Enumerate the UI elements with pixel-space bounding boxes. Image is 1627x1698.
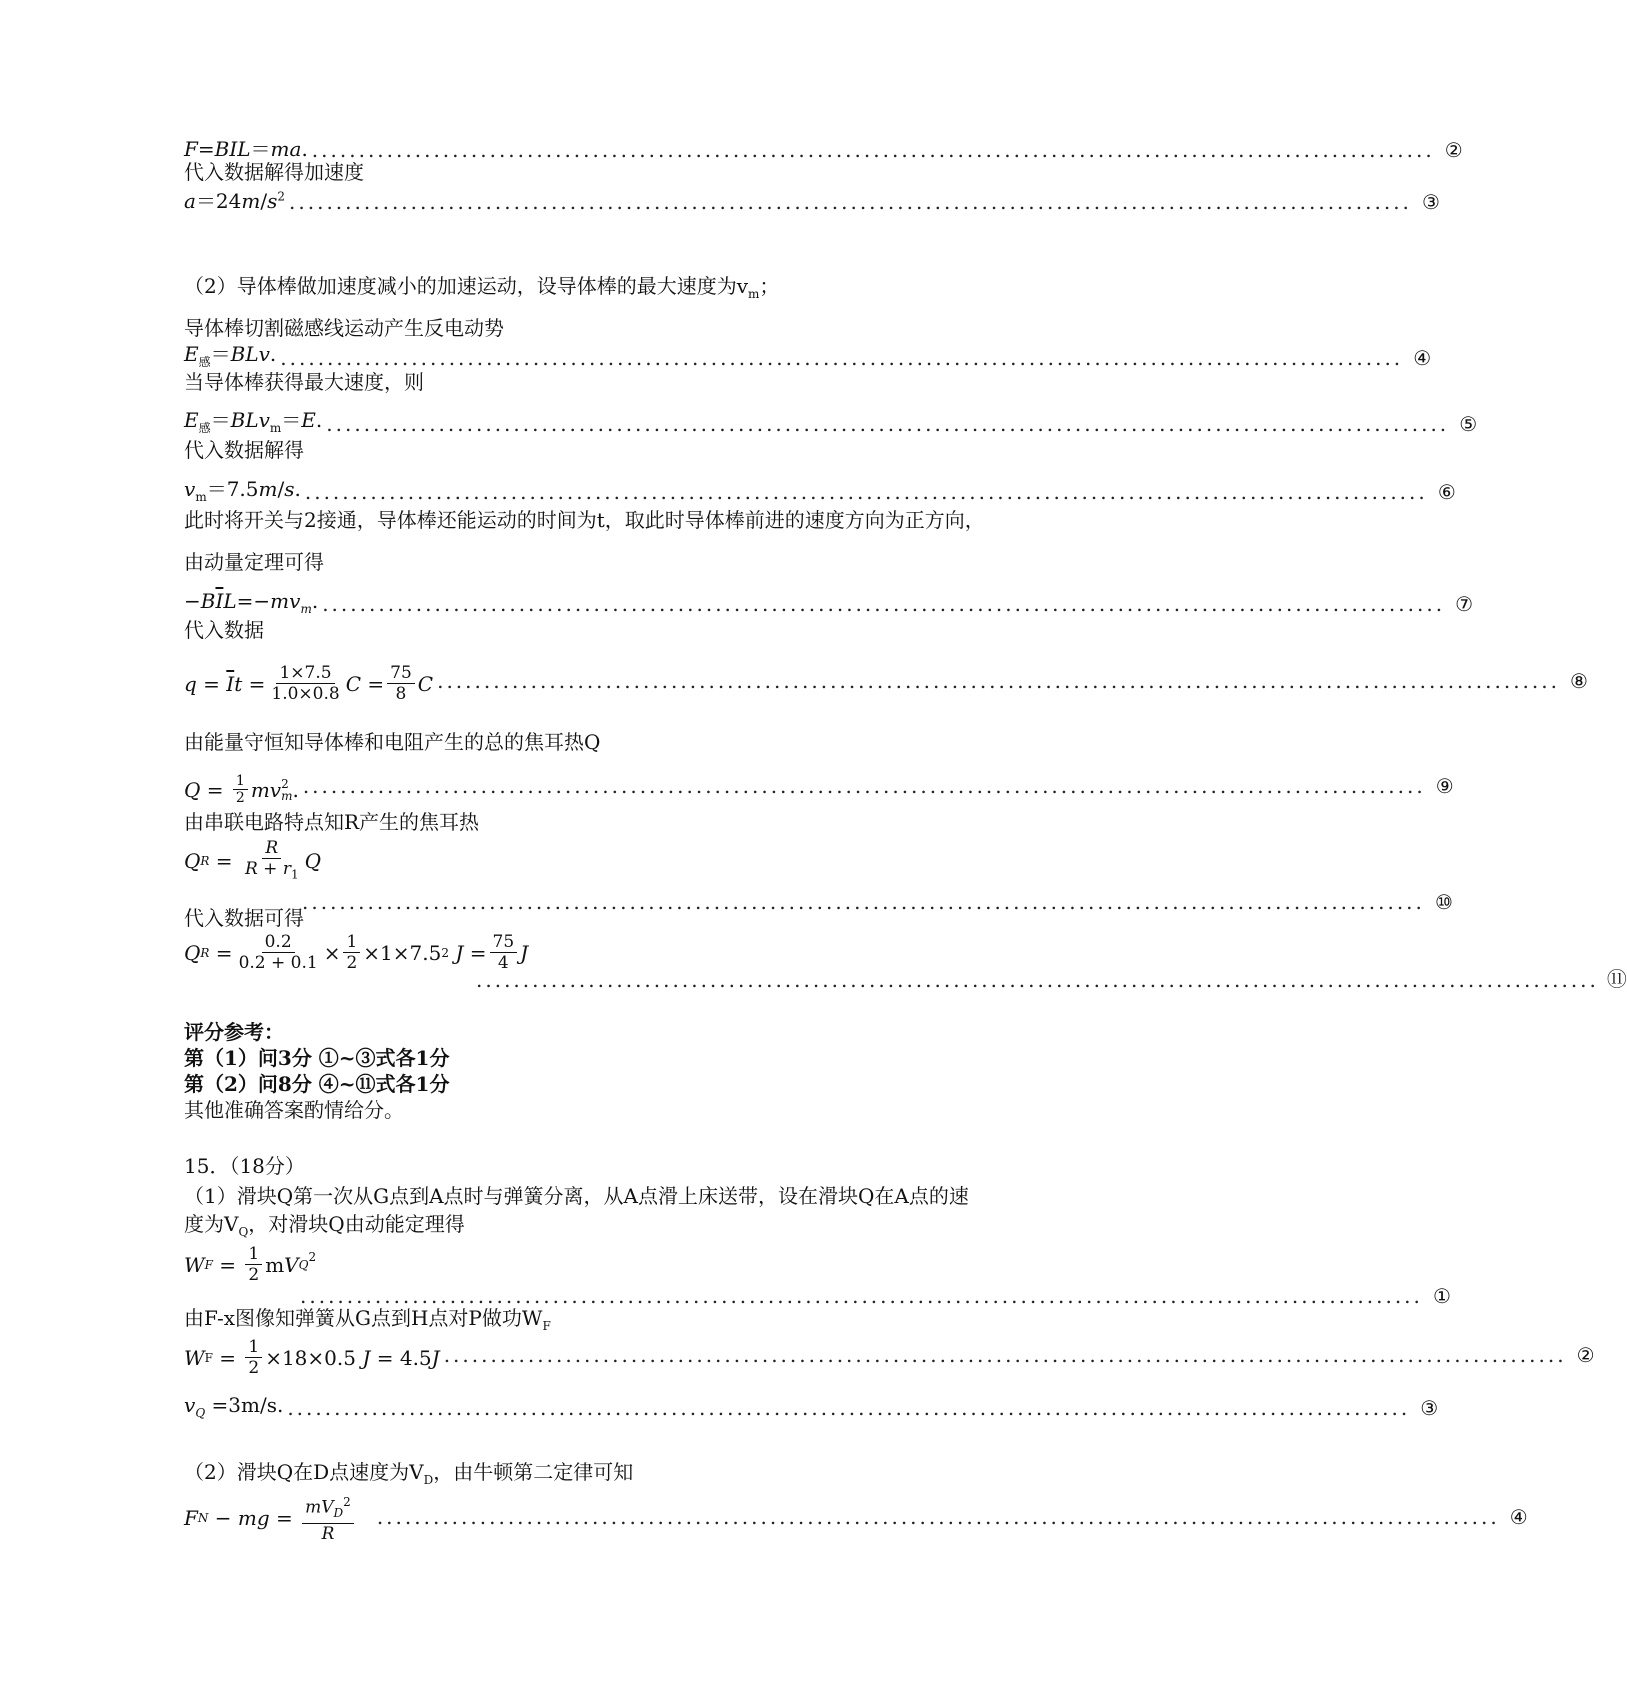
equation-number: ③ — [1421, 190, 1440, 214]
text-line: （1）滑块Q第一次从G点到A点时与弹簧分离，从A点滑上床送带，设在滑块Q在A点的速 — [184, 1184, 969, 1208]
leader-dots: ........................................................................................................................ — [280, 346, 1404, 370]
equation-5 — [184, 406, 1478, 436]
leader-dots: ........................................................................................................................ — [443, 1343, 1567, 1367]
equation-6-lhs: $v_m=7.5m/s$. — [184, 477, 301, 504]
leader-dots: ........................................................................................................................ — [322, 592, 1446, 616]
text-line-part: 由F-x图像知弹簧从G点到H点对P做功W — [184, 1306, 543, 1330]
subscript: F — [542, 1319, 551, 1333]
leader-dots: ........................................................................................................................ — [302, 774, 1426, 798]
equation-number: ⑩ — [1434, 890, 1453, 914]
leader-dots: ........................................................................................................................ — [300, 1284, 1423, 1308]
leader-dots: ........................................................................................................................ — [326, 412, 1450, 436]
text-line — [184, 1460, 633, 1492]
leader-dots: ........................................................................................................................ — [302, 890, 1425, 914]
equation-5-lhs: $E_感=BLv_m=E$. — [184, 408, 323, 435]
equation-number: ② — [1576, 1343, 1595, 1367]
equation-4-lhs: $E_感=BLv$. — [184, 342, 277, 369]
equation-number: ⑥ — [1437, 480, 1456, 504]
score-line: 第（1）问3分 ①~③式各1分 — [184, 1046, 450, 1070]
text-line: 由串联电路特点知R产生的焦耳热 — [184, 810, 480, 834]
text-line: 由能量守恒知导体棒和电阻产生的总的焦耳热Q — [184, 730, 601, 754]
equation-number: ④ — [1413, 346, 1432, 370]
equation-15-1 — [296, 1278, 1451, 1308]
equation-10-formula: Q R = $\frac{R}{R + r_1}$ Q — [184, 838, 321, 882]
leader-dots: ........................................................................................................................ — [476, 968, 1599, 992]
score-line: 第（2）问8分 ④~⑪式各1分 — [184, 1072, 450, 1096]
equation-15-4-lhs: F N − mg = $\frac{mV_D^2}{R}$ — [184, 1492, 357, 1544]
text-line: 导体棒切割磁感线运动产生反电动势 — [184, 316, 504, 340]
equation-15-2 — [184, 1332, 1595, 1378]
equation-2 — [184, 132, 1463, 162]
score-title: 评分参考： — [184, 1020, 284, 1044]
text-line-part: （2）滑块Q在D点速度为V — [184, 1460, 424, 1484]
equation-3-lhs: $a=24m/s^2$ — [184, 189, 286, 213]
text-line-part: ； — [759, 274, 780, 298]
equation-number: ① — [1432, 1284, 1451, 1308]
equation-number: ⑪ — [1606, 967, 1627, 991]
equation-4 — [184, 340, 1432, 370]
text-line: 当导体棒获得最大速度，则 — [184, 370, 424, 394]
equation-7-lhs: $-B\overline{I}L=-mv_m$. — [184, 589, 319, 616]
text-line-part: （2）导体棒做加速度减小的加速运动，设导体棒的最大速度为v — [184, 274, 749, 298]
text-line-part: ，对滑块Q由动能定理得 — [248, 1212, 465, 1236]
text-line-part: ，由牛顿第二定律可知 — [433, 1460, 634, 1484]
equation-number: ⑧ — [1570, 669, 1588, 693]
text-line — [184, 1212, 465, 1244]
text-line: 由动量定理可得 — [184, 550, 324, 574]
equation-15-3-lhs: $v_Q =3m/s$. — [184, 1393, 284, 1420]
text-line: 代入数据可得 — [184, 906, 304, 930]
question-heading: 15．（18分） — [184, 1154, 305, 1178]
equation-11-formula: Q R = $\frac{0.2}{0.2 + 0.1}$ × $\frac{1}{2}$ ×1×7.5 2 J = $\frac{75}{4}$ J — [184, 932, 529, 973]
equation-3 — [184, 184, 1440, 214]
subscript: m — [748, 287, 760, 301]
text-line — [184, 274, 779, 306]
equation-number: ⑨ — [1435, 774, 1454, 798]
equation-7 — [184, 586, 1474, 616]
text-line: 此时将开关与2接通，导体棒还能运动的时间为t，取此时导体棒前进的速度方向为正方向， — [184, 508, 985, 532]
text-line: 代入数据解得加速度 — [184, 160, 364, 184]
equation-9 — [184, 766, 1454, 806]
text-line: 其他准确答案酌情给分。 — [184, 1098, 404, 1122]
leader-dots: ........................................................................................................................ — [311, 138, 1435, 162]
text-line-part: 度为V — [184, 1212, 239, 1236]
equation-11 — [472, 962, 1627, 992]
leader-dots: ........................................................................................................................ — [437, 669, 1560, 693]
equation-2-lhs: F=BIL＝ma. — [184, 137, 308, 161]
equation-6 — [184, 474, 1456, 504]
equation-8 — [184, 658, 1588, 704]
equation-number: ④ — [1509, 1505, 1528, 1529]
equation-15-2-lhs: W F = $\frac{1}{2}$ ×18×0.5 J = 4.5 J — [184, 1337, 440, 1378]
leader-dots: ........................................................................................................................ — [304, 480, 1428, 504]
subscript: D — [423, 1473, 434, 1487]
leader-dots: ........................................................................................................................ — [376, 1505, 1500, 1529]
leader-dots: ........................................................................................................................ — [289, 190, 1412, 214]
equation-15-3 — [184, 1390, 1439, 1420]
equation-15-4 — [184, 1490, 1528, 1544]
equation-10 — [298, 884, 1453, 914]
subscript: Q — [238, 1225, 249, 1239]
equation-15-1-formula: W F = $\frac{1}{2}$ m V Q $^2$ — [184, 1244, 317, 1285]
equation-number: ⑦ — [1455, 592, 1474, 616]
equation-number: ② — [1444, 138, 1463, 162]
equation-number: ③ — [1420, 1396, 1439, 1420]
text-line: 代入数据 — [184, 618, 264, 642]
equation-9-lhs: Q = $\frac{1}{2}$ mv 2 m . — [184, 773, 299, 806]
equation-8-lhs: q = $\overline{I}$ t = $\frac{1\times 7.5}{1.0\times 0.8}$ C = $\frac{75}{8}$ C — [184, 663, 434, 704]
text-line: 代入数据解得 — [184, 438, 304, 462]
equation-number: ⑤ — [1459, 412, 1478, 436]
leader-dots: ........................................................................................................................ — [287, 1396, 1411, 1420]
